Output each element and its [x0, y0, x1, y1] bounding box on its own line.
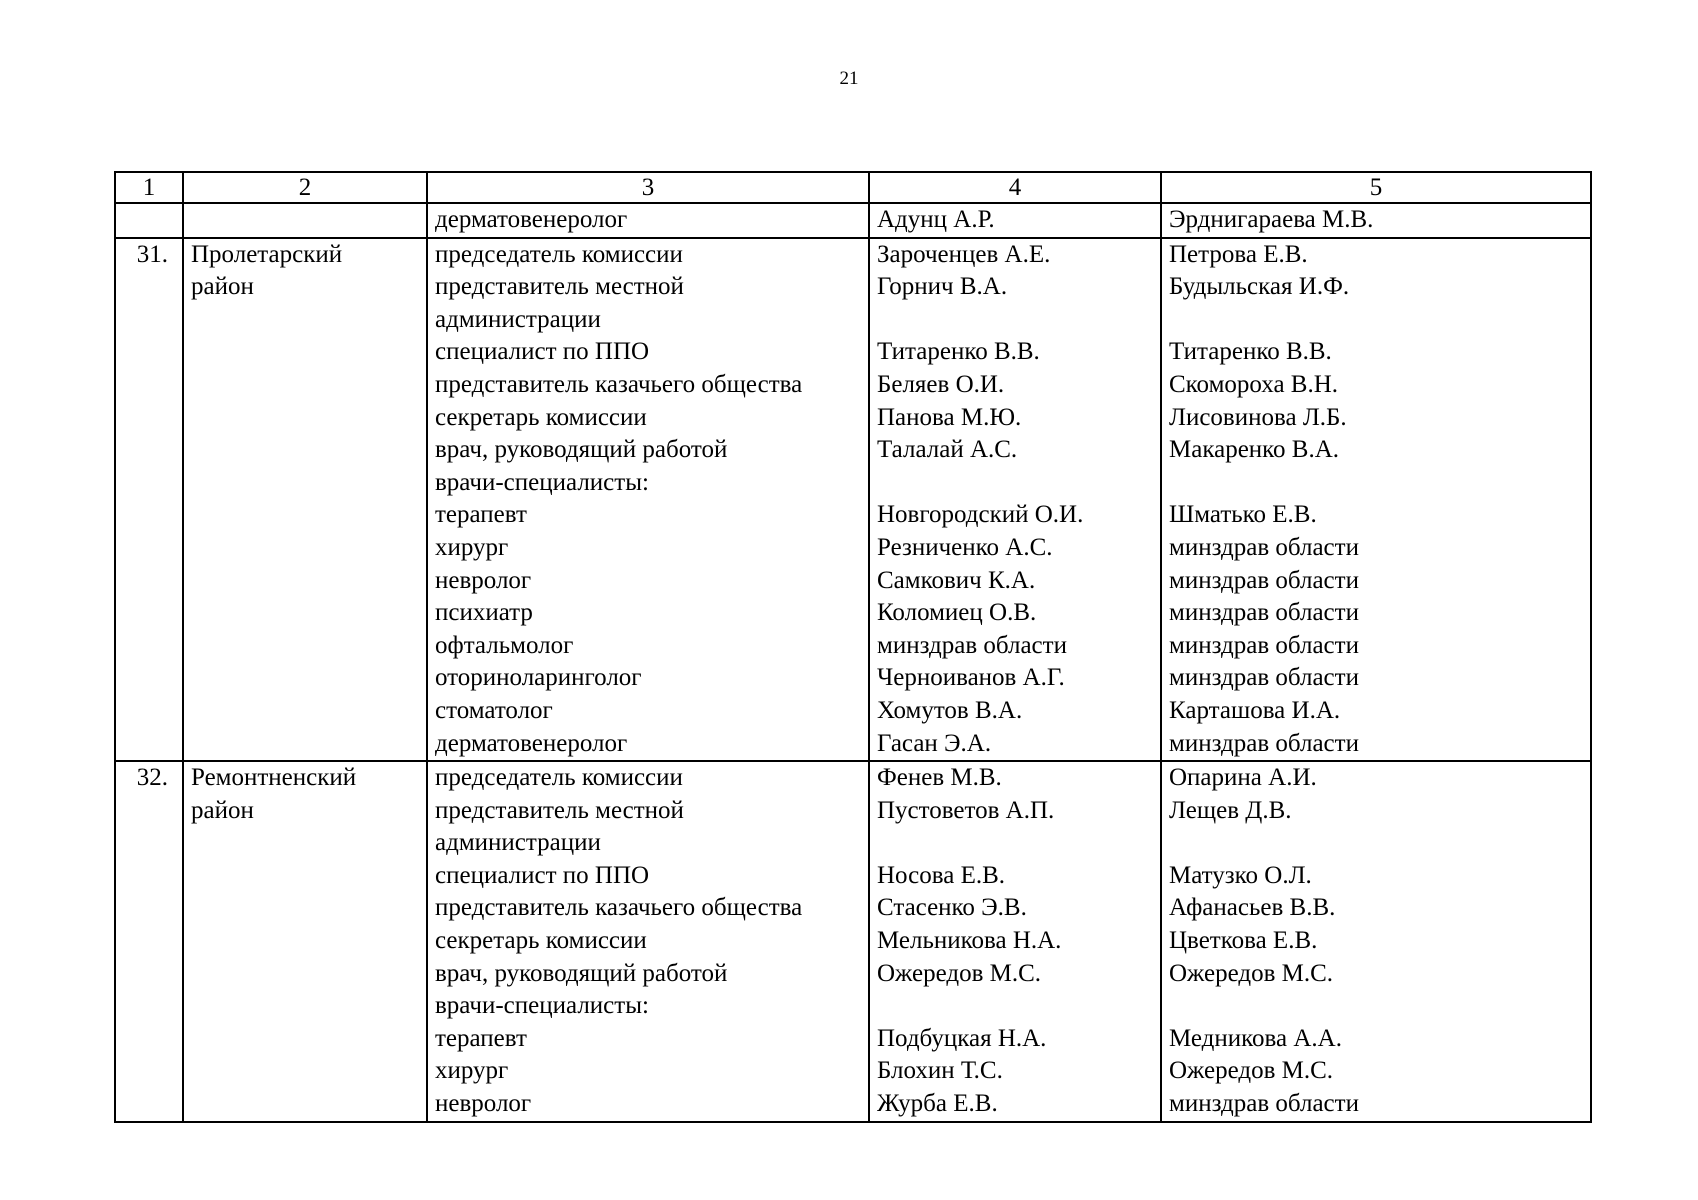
reserve-member-line: Афанасьев В.В.	[1169, 894, 1336, 922]
position-line: секретарь комиссии	[435, 403, 647, 431]
position-line: офтальмолог	[435, 631, 574, 659]
position-line: врач, руководящий работой	[435, 959, 728, 987]
position-line: секретарь комиссии	[435, 927, 647, 955]
main-member-line: Адунц А.Р.	[877, 206, 995, 233]
district-cell	[183, 203, 427, 238]
main-member-line: Самкович К.А.	[877, 566, 1036, 594]
reserve-member-line: Макаренко В.А.	[1169, 436, 1340, 464]
position-cell	[427, 203, 869, 238]
position-line: председатель комиссии	[435, 240, 683, 268]
reserve-member-line: минздрав области	[1169, 533, 1359, 561]
position-line: представитель казачьего общества	[435, 370, 803, 398]
reserve-member-line: Скомороха В.Н.	[1169, 370, 1339, 398]
main-member-line: Горнич В.А.	[877, 273, 1008, 301]
district-line: Пролетарский	[191, 240, 343, 268]
main-member-line: Зароченцев А.Е.	[877, 240, 1051, 268]
main-member-line: Фенев М.В.	[877, 764, 1002, 792]
reserve-member-line: минздрав области	[1169, 664, 1359, 692]
column-number-cell: 1	[115, 172, 183, 203]
reserve-member-line: минздрав области	[1169, 566, 1359, 594]
reserve-member-line: Титаренко В.В.	[1169, 338, 1332, 366]
position-line: представитель местной	[435, 273, 684, 301]
reserve-member-line: Лисовинова Л.Б.	[1169, 403, 1347, 431]
position-line: дерматовенеролог	[435, 729, 628, 757]
main-member-line: Талалай А.С.	[877, 436, 1018, 464]
position-line: представитель казачьего общества	[435, 894, 803, 922]
page-number: 21	[839, 68, 859, 89]
position-line: невролог	[435, 566, 532, 594]
main-member-line: Стасенко Э.В.	[877, 894, 1027, 922]
position-line: администрации	[435, 305, 601, 333]
position-line: специалист по ППО	[435, 338, 650, 366]
reserve-member-line: Эрднигараева М.В.	[1169, 206, 1374, 233]
position-line: председатель комиссии	[435, 764, 683, 792]
main-member-line: Панова М.Ю.	[877, 403, 1022, 431]
main-member-line: Мельникова Н.А.	[877, 927, 1062, 955]
position-line: врачи-специалисты:	[435, 468, 649, 496]
table-body	[115, 172, 1591, 1122]
reserve-member-line: Медникова А.А.	[1169, 1024, 1342, 1052]
reserve-member-line: Петрова Е.В.	[1169, 240, 1308, 268]
reserve-member-line: минздрав области	[1169, 1090, 1359, 1118]
table-row	[115, 761, 1591, 1122]
reserve-member-cell	[1161, 203, 1591, 238]
main-member-line	[877, 467, 1153, 500]
reserve-member-line: Лещев Д.В.	[1169, 796, 1292, 824]
district-cell	[183, 238, 427, 762]
reserve-member-line: Шматько Е.В.	[1169, 501, 1317, 529]
main-member-cell	[869, 761, 1161, 1122]
reserve-member-line: минздрав области	[1169, 729, 1359, 757]
table-row	[115, 238, 1591, 762]
reserve-member-line: Будыльская И.Ф.	[1169, 273, 1350, 301]
reserve-member-line: Ожередов М.С.	[1169, 1057, 1334, 1085]
main-member-line: Гасан Э.А.	[877, 729, 992, 757]
position-line: терапевт	[435, 501, 527, 529]
main-member-line	[877, 304, 1153, 337]
position-line: стоматолог	[435, 696, 553, 724]
main-member-line: Коломиец О.В.	[877, 599, 1037, 627]
reserve-member-line: Цветкова Е.В.	[1169, 927, 1318, 955]
main-member-line	[877, 827, 1153, 860]
main-member-line: Подбуцкая Н.А.	[877, 1024, 1047, 1052]
main-member-line	[877, 990, 1153, 1023]
reserve-member-line: Матузко О.Л.	[1169, 861, 1312, 889]
position-line: врач, руководящий работой	[435, 436, 728, 464]
district-line: район	[191, 796, 254, 824]
main-member-line: Черноиванов А.Г.	[877, 664, 1065, 692]
position-line: представитель местной	[435, 796, 684, 824]
row-number: 31.	[115, 238, 183, 762]
column-number-cell: 3	[427, 172, 869, 203]
position-line: невролог	[435, 1090, 532, 1118]
main-member-line: Носова Е.В.	[877, 861, 1006, 889]
position-line: оториноларинголог	[435, 664, 642, 692]
position-line: врачи-специалисты:	[435, 992, 649, 1020]
position-line: дерматовенеролог	[435, 206, 628, 233]
reserve-member-line: минздрав области	[1169, 631, 1359, 659]
table-row	[115, 203, 1591, 238]
main-member-line: Журба Е.В.	[877, 1090, 998, 1118]
row-number	[115, 203, 183, 238]
main-member-line: Резниченко А.С.	[877, 533, 1053, 561]
main-member-line: Титаренко В.В.	[877, 338, 1040, 366]
position-line: психиатр	[435, 599, 533, 627]
position-cell	[427, 761, 869, 1122]
reserve-member-line: Карташова И.А.	[1169, 696, 1341, 724]
main-member-line: Блохин Т.С.	[877, 1057, 1003, 1085]
row-number: 32.	[115, 761, 183, 1122]
district-cell	[183, 761, 427, 1122]
reserve-member-line: Ожередов М.С.	[1169, 959, 1334, 987]
district-line: район	[191, 273, 254, 301]
position-line: администрации	[435, 829, 601, 857]
main-member-line: Беляев О.И.	[877, 370, 1005, 398]
main-member-line: минздрав области	[877, 631, 1067, 659]
column-number-cell: 5	[1161, 172, 1591, 203]
main-member-line: Ожередов М.С.	[877, 959, 1042, 987]
reserve-member-cell	[1161, 238, 1591, 762]
position-line: хирург	[435, 533, 509, 561]
reserve-member-line	[1169, 467, 1583, 500]
position-line: специалист по ППО	[435, 861, 650, 889]
reserve-member-line	[1169, 304, 1583, 337]
column-number-cell: 4	[869, 172, 1161, 203]
reserve-member-line	[1169, 827, 1583, 860]
main-member-cell	[869, 203, 1161, 238]
reserve-member-line: Опарина А.И.	[1169, 764, 1317, 792]
position-cell	[427, 238, 869, 762]
column-number-cell: 2	[183, 172, 427, 203]
position-line: хирург	[435, 1057, 509, 1085]
reserve-member-line	[1169, 990, 1583, 1023]
main-member-line: Хомутов В.А.	[877, 696, 1023, 724]
column-number-row	[115, 172, 1591, 203]
position-line: терапевт	[435, 1024, 527, 1052]
district-line: Ремонтненский	[191, 764, 357, 792]
reserve-member-line: минздрав области	[1169, 599, 1359, 627]
commission-table	[114, 171, 1592, 1123]
main-member-line: Новгородский О.И.	[877, 501, 1084, 529]
main-member-cell	[869, 238, 1161, 762]
reserve-member-cell	[1161, 761, 1591, 1122]
main-member-line: Пустоветов А.П.	[877, 796, 1055, 824]
